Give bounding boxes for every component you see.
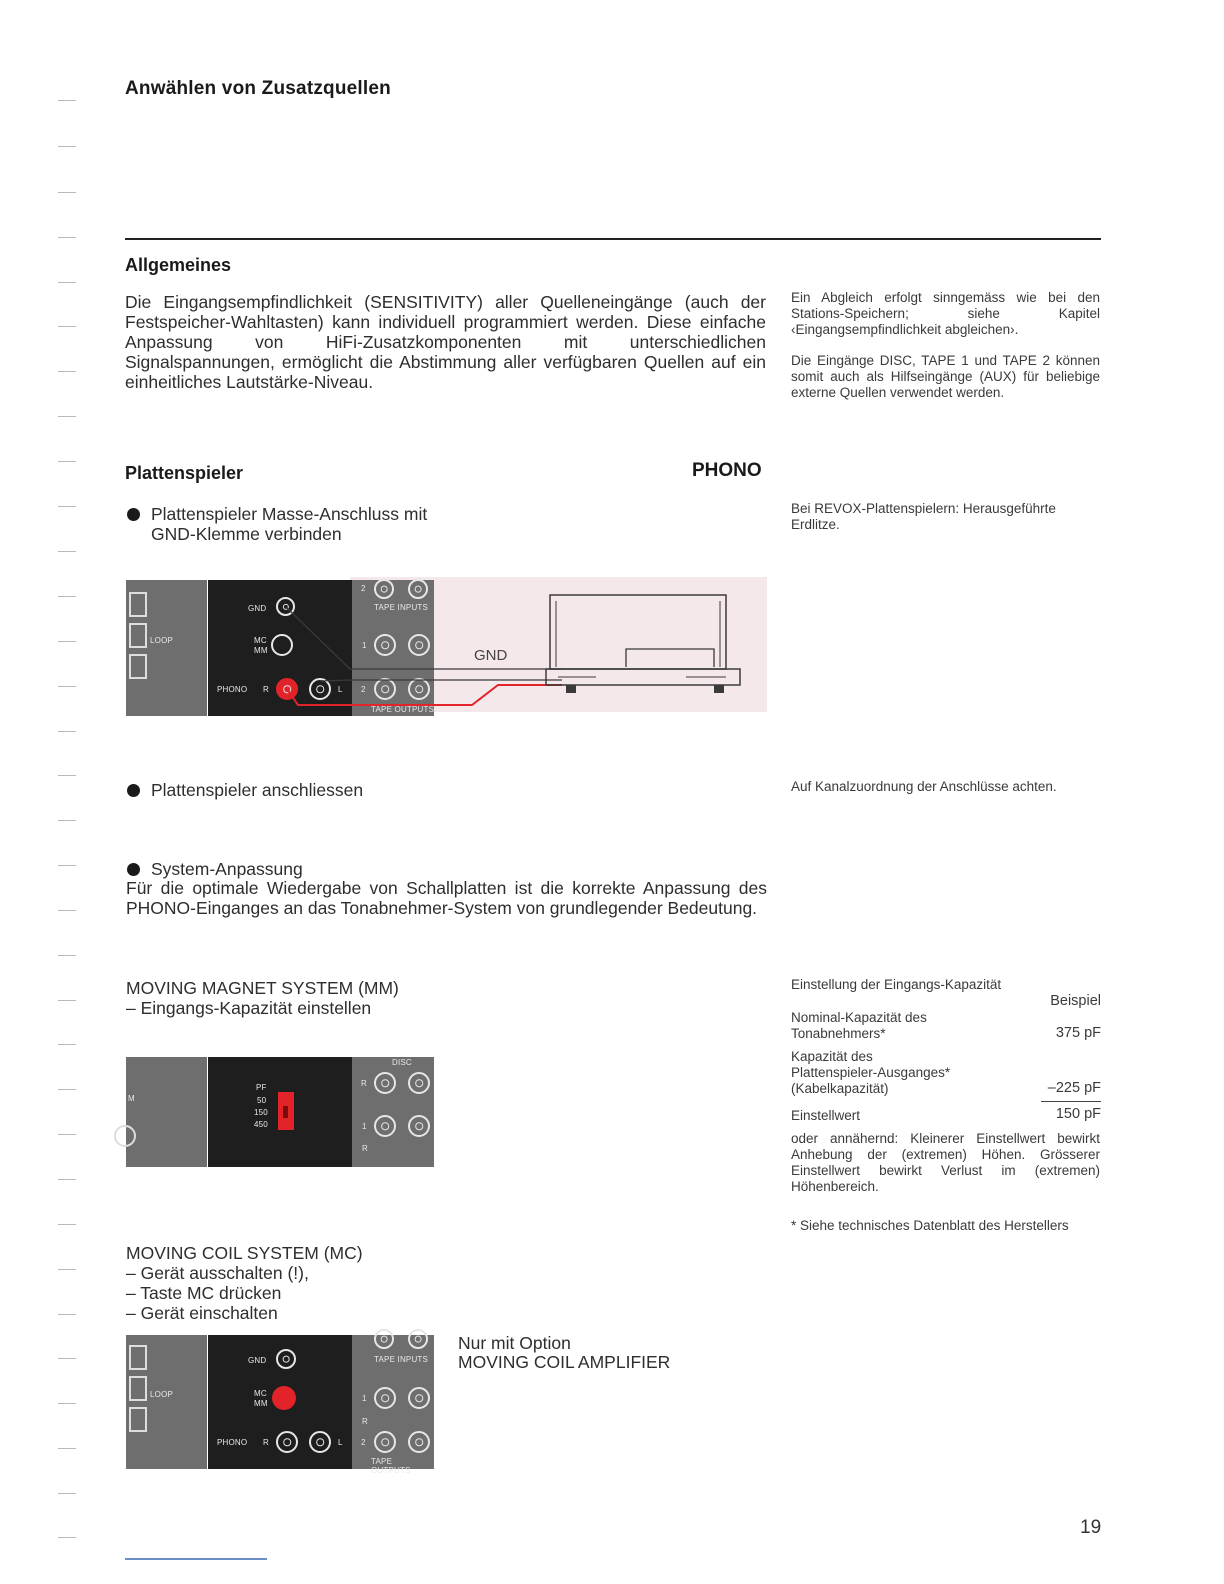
value-label: 150 <box>254 1108 268 1117</box>
jack-icon <box>374 1431 396 1453</box>
r-label: R <box>263 1438 269 1447</box>
switch-icon <box>129 1407 147 1432</box>
section-divider <box>125 238 1101 240</box>
gnd-terminal-label: GND <box>248 1356 267 1365</box>
gnd-wire-label: GND <box>474 647 508 664</box>
mc-label: MC <box>254 636 267 645</box>
tape-inputs-label: TAPE INPUTS <box>374 603 429 612</box>
bullet-icon <box>127 863 140 876</box>
bottom-rule <box>125 1558 267 1560</box>
tape-outputs-label: TAPE OUTPUTS <box>371 705 435 714</box>
jack-icon <box>408 1072 430 1094</box>
step-masse-anschluss: Plattenspieler Masse-Anschluss mit GND-Klemme verbinden <box>127 504 457 544</box>
value-label: 50 <box>257 1096 267 1105</box>
r-label: R <box>263 685 269 694</box>
num-label: 2 <box>361 685 366 694</box>
loop-label: LOOP <box>150 636 174 645</box>
section-heading-allgemeines: Allgemeines <box>125 255 232 275</box>
page-number: 19 <box>1080 1517 1102 1538</box>
num-label: 1 <box>362 1394 367 1403</box>
num-label: 1 <box>362 1122 367 1131</box>
note-revox: Bei REVOX-Plattenspielern: Herausgeführte Erdlitze. <box>791 501 1056 532</box>
loop-label: LOOP <box>150 1390 174 1399</box>
l-label: L <box>338 685 343 694</box>
pf-label: PF <box>256 1083 267 1092</box>
bullet-icon <box>127 508 140 521</box>
jack-icon <box>408 1329 428 1349</box>
phono-label: PHONO <box>217 685 248 694</box>
option-name: MOVING COIL AMPLIFIER <box>458 1352 671 1372</box>
mc-step: – Gerät einschalten <box>126 1303 278 1323</box>
mc-button-pressed-icon <box>272 1386 296 1410</box>
r-label: R <box>361 1079 367 1088</box>
l-label: L <box>338 1438 343 1447</box>
bullet-icon <box>127 784 140 797</box>
m-label: M <box>128 1094 135 1103</box>
step-anschliessen: Plattenspieler anschliessen <box>127 780 527 800</box>
page-title: Anwählen von Zusatzquellen <box>125 78 391 99</box>
footnote: * Siehe technisches Datenblatt des Herstellers <box>791 1218 1069 1233</box>
mc-title: MOVING COIL SYSTEM (MC) <box>126 1243 363 1263</box>
value-label: 450 <box>254 1120 268 1129</box>
jack-icon <box>309 1431 331 1453</box>
mc-step: – Gerät ausschalten (!), <box>126 1263 309 1283</box>
note-kanalzuordnung: Auf Kanalzuordnung der Anschlüsse achten. <box>791 779 1057 794</box>
r-label: R <box>362 1144 368 1153</box>
option-note: Nur mit Option <box>458 1333 571 1353</box>
jack-icon <box>374 1329 394 1349</box>
mc-step: – Taste MC drücken <box>126 1283 282 1303</box>
jack-icon <box>408 1115 430 1137</box>
jack-icon <box>276 1431 298 1453</box>
tape-outputs-label: TAPE OUTPUTS <box>371 1457 411 1475</box>
r-label: R <box>362 1417 368 1426</box>
jack-icon <box>374 1115 396 1137</box>
jack-icon <box>374 1072 396 1094</box>
switch-icon <box>129 1376 147 1401</box>
mm-label: MM <box>254 646 268 655</box>
mc-label: MC <box>254 1389 267 1398</box>
mm-label: MM <box>254 1399 268 1408</box>
capacity-row: Kapazität des Plattenspieler-Ausganges* (Kabelkapazität) –225 pF <box>791 1049 1101 1096</box>
mm-step: – Eingangs-Kapazität einstellen <box>126 998 372 1018</box>
switch-icon <box>129 1345 147 1370</box>
phono-gnd-diagram <box>126 577 767 716</box>
system-anpassung-text: Für die optimale Wiedergabe von Schallplatten ist die korrekte Anpassung des PHONO-Einganges an das Tonabnehmer-System von grundlegender Bedeutung. <box>126 878 767 918</box>
knob-icon <box>114 1125 136 1147</box>
gnd-terminal-label: GND <box>248 604 267 613</box>
capacity-note: oder annähernd: Kleinerer Einstellwert bewirkt Anhebung der (extremen) Höhen. Grösserer Einstellwert bewirkt Verlust im (extremen) Höhenbereich. <box>791 1131 1100 1194</box>
side-note-eingaenge: Die Eingänge DISC, TAPE 1 und TAPE 2 können somit auch als Hilfseingänge (AUX) für beliebige externe Quellen verwendet werden. <box>791 353 1100 400</box>
num-label: 2 <box>361 584 366 593</box>
side-panel <box>126 1057 207 1167</box>
mc-diagram <box>126 1333 434 1475</box>
phono-tag: PHONO <box>692 460 762 481</box>
capacity-table-heading: Einstellung der Eingangs-Kapazität <box>791 977 1002 992</box>
capacity-row: Einstellwert 150 pF <box>791 1106 1101 1123</box>
sum-line <box>1041 1101 1101 1102</box>
disc-label: DISC <box>392 1058 412 1067</box>
jack-icon <box>374 1387 396 1409</box>
gnd-terminal-icon <box>276 1349 296 1369</box>
jack-icon <box>408 1387 430 1409</box>
turntable-wiring-drawing <box>126 577 767 716</box>
allgemeines-text: Die Eingangsempfindlichkeit (SENSITIVITY) aller Quelleneingänge (auch der Festspeicher-Wahltasten) kann individuell programmiert werden. Diese einfache Anpassung von HiFi-Zusatzkomponenten mit unterschiedlichen Signalspannungen, ermöglicht die Abstimmung aller verfügbaren Quellen auf ein einheitliches Lautstärke-Niveau. <box>125 292 766 392</box>
mm-title: MOVING MAGNET SYSTEM (MM) <box>126 978 399 998</box>
jack-icon <box>408 1431 430 1453</box>
num-label: 1 <box>362 641 367 650</box>
tape-inputs-label: TAPE INPUTS <box>374 1355 429 1364</box>
num-label: 2 <box>361 1438 366 1447</box>
capacity-row: Nominal-Kapazität des Tonabnehmers* 375 pF <box>791 1010 1101 1041</box>
beispiel-label: Beispiel <box>1050 993 1101 1009</box>
section-heading-plattenspieler: Plattenspieler <box>125 463 244 483</box>
mm-capacity-diagram <box>126 1055 434 1167</box>
phono-label: PHONO <box>217 1438 248 1447</box>
side-note-abgleich: Ein Abgleich erfolgt sinngemäss wie bei den Stations-Speichern; siehe Kapitel ‹Eingangsempfindlichkeit abgleichen›. <box>791 290 1100 337</box>
capacity-slider-switch <box>278 1092 294 1130</box>
step-system-anpassung: System-Anpassung <box>127 859 527 879</box>
